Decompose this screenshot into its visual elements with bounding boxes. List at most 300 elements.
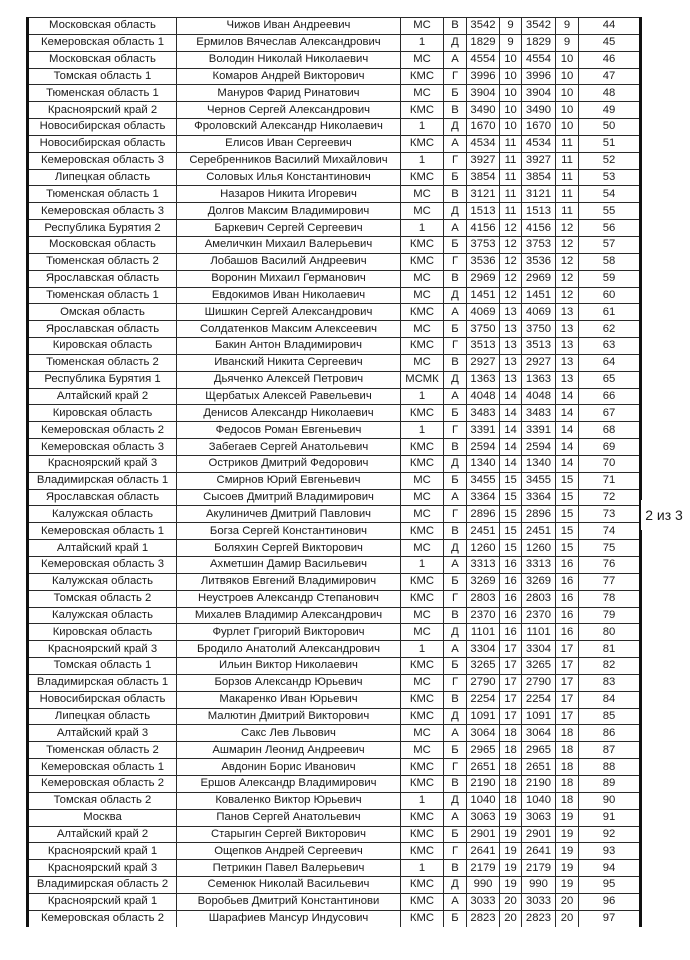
cell-total-score: 3265 <box>522 658 556 675</box>
cell-overall-group-place: 10 <box>556 119 579 136</box>
table-row <box>28 152 641 169</box>
cell-athlete-name: Фурлет Григорий Викторович <box>177 624 401 641</box>
table-row <box>28 624 641 641</box>
table-row <box>28 51 641 68</box>
cell-overall-place: 88 <box>579 759 641 776</box>
cell-group: В <box>444 607 467 624</box>
cell-athlete-name: Малютин Дмитрий Викторович <box>177 708 401 725</box>
table-row <box>28 557 641 574</box>
cell-rank: МС <box>401 51 444 68</box>
cell-group-place: 18 <box>500 792 522 809</box>
cell-overall-group-place: 12 <box>556 287 579 304</box>
cell-total-score: 4534 <box>522 135 556 152</box>
cell-overall-group-place: 20 <box>556 910 579 926</box>
cell-athlete-name: Мануров Фарид Ринатович <box>177 85 401 102</box>
cell-overall-place: 82 <box>579 658 641 675</box>
cell-score: 3265 <box>467 658 500 675</box>
cell-group-place: 14 <box>500 422 522 439</box>
cell-rank: КМС <box>401 338 444 355</box>
table-row <box>28 405 641 422</box>
cell-overall-place: 59 <box>579 270 641 287</box>
cell-overall-place: 84 <box>579 691 641 708</box>
cell-group: Г <box>444 253 467 270</box>
cell-athlete-name: Фроловский Александр Николаевич <box>177 119 401 136</box>
cell-athlete-name: Воробьев Дмитрий Константинови <box>177 893 401 910</box>
cell-total-score: 2254 <box>522 691 556 708</box>
cell-rank: КМС <box>401 253 444 270</box>
cell-region: Московская область <box>28 236 177 253</box>
cell-score: 2594 <box>467 439 500 456</box>
cell-overall-group-place: 13 <box>556 338 579 355</box>
cell-athlete-name: Литвяков Евгений Владимирович <box>177 573 401 590</box>
cell-group: А <box>444 51 467 68</box>
cell-overall-place: 52 <box>579 152 641 169</box>
cell-group: Г <box>444 338 467 355</box>
cell-overall-group-place: 14 <box>556 388 579 405</box>
cell-athlete-name: Воронин Михаил Германович <box>177 270 401 287</box>
cell-overall-group-place: 11 <box>556 152 579 169</box>
cell-region: Алтайский край 2 <box>28 388 177 405</box>
cell-overall-place: 55 <box>579 203 641 220</box>
cell-region: Липецкая область <box>28 708 177 725</box>
cell-overall-place: 87 <box>579 742 641 759</box>
cell-overall-place: 96 <box>579 893 641 910</box>
cell-overall-place: 83 <box>579 674 641 691</box>
cell-group: А <box>444 893 467 910</box>
cell-total-score: 3121 <box>522 186 556 203</box>
cell-group: А <box>444 641 467 658</box>
cell-athlete-name: Неустроев Александр Степанович <box>177 590 401 607</box>
cell-score: 2641 <box>467 843 500 860</box>
cell-score: 3269 <box>467 573 500 590</box>
cell-overall-group-place: 13 <box>556 321 579 338</box>
table-row <box>28 775 641 792</box>
table-row <box>28 338 641 355</box>
cell-group: Б <box>444 472 467 489</box>
cell-overall-group-place: 16 <box>556 590 579 607</box>
cell-group: В <box>444 439 467 456</box>
cell-rank: МС <box>401 624 444 641</box>
cell-rank: 1 <box>401 388 444 405</box>
cell-athlete-name: Старыгин Сергей Викторович <box>177 826 401 843</box>
cell-rank: МС <box>401 540 444 557</box>
cell-rank: 1 <box>401 34 444 51</box>
cell-region: Кировская область <box>28 338 177 355</box>
cell-group: Д <box>444 455 467 472</box>
cell-total-score: 3063 <box>522 809 556 826</box>
cell-region: Тюменская область 1 <box>28 85 177 102</box>
cell-overall-place: 80 <box>579 624 641 641</box>
cell-total-score: 4554 <box>522 51 556 68</box>
cell-rank: МС <box>401 85 444 102</box>
cell-rank: МС <box>401 472 444 489</box>
cell-athlete-name: Ашмарин Леонид Андреевич <box>177 742 401 759</box>
cell-overall-place: 78 <box>579 590 641 607</box>
cell-region: Республика Бурятия 2 <box>28 220 177 237</box>
cell-total-score: 3364 <box>522 489 556 506</box>
cell-group: Д <box>444 792 467 809</box>
cell-overall-group-place: 17 <box>556 708 579 725</box>
cell-group-place: 14 <box>500 388 522 405</box>
cell-overall-place: 72 <box>579 489 641 506</box>
cell-score: 3904 <box>467 85 500 102</box>
cell-overall-place: 51 <box>579 135 641 152</box>
cell-group: В <box>444 775 467 792</box>
cell-total-score: 1829 <box>522 34 556 51</box>
cell-score: 1091 <box>467 708 500 725</box>
cell-overall-group-place: 17 <box>556 658 579 675</box>
cell-group: Г <box>444 590 467 607</box>
cell-athlete-name: Комаров Андрей Викторович <box>177 68 401 85</box>
cell-rank: КМС <box>401 523 444 540</box>
cell-overall-place: 74 <box>579 523 641 540</box>
cell-total-score: 2790 <box>522 674 556 691</box>
cell-athlete-name: Ильин Виктор Николаевич <box>177 658 401 675</box>
cell-score: 2254 <box>467 691 500 708</box>
cell-rank: КМС <box>401 759 444 776</box>
table-row <box>28 354 641 371</box>
cell-group-place: 15 <box>500 523 522 540</box>
cell-rank: КМС <box>401 455 444 472</box>
cell-total-score: 1451 <box>522 287 556 304</box>
cell-overall-group-place: 13 <box>556 371 579 388</box>
cell-rank: 1 <box>401 422 444 439</box>
cell-rank: 1 <box>401 119 444 136</box>
cell-score: 2896 <box>467 506 500 523</box>
cell-region: Красноярский край 3 <box>28 860 177 877</box>
cell-overall-group-place: 18 <box>556 742 579 759</box>
table-row <box>28 658 641 675</box>
cell-group: Г <box>444 68 467 85</box>
cell-group-place: 12 <box>500 236 522 253</box>
cell-athlete-name: Шишкин Сергей Александрович <box>177 304 401 321</box>
cell-group: Д <box>444 371 467 388</box>
cell-overall-place: 57 <box>579 236 641 253</box>
cell-overall-group-place: 14 <box>556 439 579 456</box>
cell-group: В <box>444 691 467 708</box>
cell-overall-group-place: 15 <box>556 523 579 540</box>
cell-overall-place: 81 <box>579 641 641 658</box>
cell-group-place: 16 <box>500 624 522 641</box>
cell-overall-group-place: 10 <box>556 102 579 119</box>
cell-total-score: 3927 <box>522 152 556 169</box>
cell-athlete-name: Назаров Никита Игоревич <box>177 186 401 203</box>
cell-group: Д <box>444 624 467 641</box>
cell-score: 1040 <box>467 792 500 809</box>
cell-rank: КМС <box>401 826 444 843</box>
cell-group: А <box>444 809 467 826</box>
cell-total-score: 1363 <box>522 371 556 388</box>
cell-overall-group-place: 14 <box>556 422 579 439</box>
cell-athlete-name: Федосов Роман Евгеньевич <box>177 422 401 439</box>
cell-group: В <box>444 270 467 287</box>
results-table <box>26 17 642 927</box>
cell-score: 2969 <box>467 270 500 287</box>
cell-score: 3313 <box>467 557 500 574</box>
table-row <box>28 287 641 304</box>
cell-score: 2370 <box>467 607 500 624</box>
cell-athlete-name: Ершов Александр Владимирович <box>177 775 401 792</box>
cell-total-score: 3753 <box>522 236 556 253</box>
cell-region: Кемеровская область 3 <box>28 439 177 456</box>
table-row <box>28 893 641 910</box>
cell-overall-place: 54 <box>579 186 641 203</box>
cell-total-score: 3391 <box>522 422 556 439</box>
cell-overall-place: 47 <box>579 68 641 85</box>
cell-region: Кемеровская область 2 <box>28 775 177 792</box>
cell-group: Б <box>444 658 467 675</box>
cell-region: Тюменская область 2 <box>28 354 177 371</box>
table-row <box>28 169 641 186</box>
cell-athlete-name: Лобашов Василий Андреевич <box>177 253 401 270</box>
cell-score: 3536 <box>467 253 500 270</box>
cell-region: Томская область 1 <box>28 68 177 85</box>
cell-rank: МС <box>401 506 444 523</box>
cell-overall-group-place: 9 <box>556 34 579 51</box>
cell-score: 2901 <box>467 826 500 843</box>
cell-rank: 1 <box>401 641 444 658</box>
cell-score: 1363 <box>467 371 500 388</box>
cell-overall-group-place: 19 <box>556 826 579 843</box>
cell-total-score: 3490 <box>522 102 556 119</box>
table-row <box>28 759 641 776</box>
cell-athlete-name: Забегаев Сергей Анатольевич <box>177 439 401 456</box>
cell-total-score: 2823 <box>522 910 556 926</box>
cell-score: 3304 <box>467 641 500 658</box>
cell-total-score: 2896 <box>522 506 556 523</box>
table-row <box>28 742 641 759</box>
cell-total-score: 3033 <box>522 893 556 910</box>
cell-total-score: 3513 <box>522 338 556 355</box>
cell-rank: МС <box>401 203 444 220</box>
cell-overall-place: 69 <box>579 439 641 456</box>
cell-group-place: 14 <box>500 439 522 456</box>
cell-group-place: 16 <box>500 557 522 574</box>
cell-rank: КМС <box>401 573 444 590</box>
cell-group: Д <box>444 203 467 220</box>
cell-group-place: 12 <box>500 270 522 287</box>
cell-group: Б <box>444 826 467 843</box>
cell-group-place: 11 <box>500 152 522 169</box>
cell-overall-group-place: 11 <box>556 169 579 186</box>
cell-overall-place: 86 <box>579 725 641 742</box>
table-row <box>28 253 641 270</box>
cell-rank: 1 <box>401 220 444 237</box>
cell-group-place: 15 <box>500 540 522 557</box>
cell-overall-place: 64 <box>579 354 641 371</box>
cell-score: 2451 <box>467 523 500 540</box>
cell-total-score: 3455 <box>522 472 556 489</box>
cell-group: А <box>444 725 467 742</box>
cell-athlete-name: Долгов Максим Владимирович <box>177 203 401 220</box>
cell-region: Москва <box>28 809 177 826</box>
cell-athlete-name: Чижов Иван Андреевич <box>177 18 401 35</box>
table-row <box>28 573 641 590</box>
cell-total-score: 3996 <box>522 68 556 85</box>
cell-total-score: 1340 <box>522 455 556 472</box>
cell-overall-place: 77 <box>579 573 641 590</box>
cell-overall-place: 85 <box>579 708 641 725</box>
cell-overall-place: 66 <box>579 388 641 405</box>
cell-overall-place: 92 <box>579 826 641 843</box>
cell-group: Д <box>444 877 467 894</box>
cell-total-score: 1101 <box>522 624 556 641</box>
table-row <box>28 304 641 321</box>
cell-overall-place: 50 <box>579 119 641 136</box>
cell-group-place: 18 <box>500 742 522 759</box>
cell-score: 1260 <box>467 540 500 557</box>
cell-region: Новосибирская область <box>28 135 177 152</box>
cell-athlete-name: Семенюк Николай Васильевич <box>177 877 401 894</box>
cell-athlete-name: Евдокимов Иван Николаевич <box>177 287 401 304</box>
cell-rank: КМС <box>401 775 444 792</box>
cell-overall-place: 45 <box>579 34 641 51</box>
cell-total-score: 2927 <box>522 354 556 371</box>
cell-overall-place: 95 <box>579 877 641 894</box>
cell-total-score: 2179 <box>522 860 556 877</box>
cell-group: Д <box>444 34 467 51</box>
cell-total-score: 2969 <box>522 270 556 287</box>
cell-athlete-name: Михалев Владимир Александрович <box>177 607 401 624</box>
cell-group-place: 13 <box>500 371 522 388</box>
cell-region: Ярославская область <box>28 489 177 506</box>
table-row <box>28 910 641 926</box>
cell-overall-place: 58 <box>579 253 641 270</box>
table-row <box>28 18 641 35</box>
cell-group-place: 12 <box>500 220 522 237</box>
cell-group-place: 17 <box>500 674 522 691</box>
cell-score: 3483 <box>467 405 500 422</box>
table-row <box>28 68 641 85</box>
cell-overall-place: 67 <box>579 405 641 422</box>
cell-overall-group-place: 17 <box>556 691 579 708</box>
cell-rank: 1 <box>401 557 444 574</box>
cell-group-place: 11 <box>500 135 522 152</box>
cell-total-score: 3854 <box>522 169 556 186</box>
cell-athlete-name: Бродило Анатолий Александрович <box>177 641 401 658</box>
cell-group: В <box>444 18 467 35</box>
cell-athlete-name: Сакс Лев Львович <box>177 725 401 742</box>
cell-group-place: 14 <box>500 405 522 422</box>
cell-group: Б <box>444 910 467 926</box>
cell-overall-group-place: 10 <box>556 68 579 85</box>
table-row <box>28 540 641 557</box>
cell-rank: КМС <box>401 877 444 894</box>
cell-region: Калужская область <box>28 573 177 590</box>
cell-score: 4534 <box>467 135 500 152</box>
cell-group-place: 10 <box>500 119 522 136</box>
cell-region: Омская область <box>28 304 177 321</box>
table-row <box>28 270 641 287</box>
cell-group-place: 9 <box>500 18 522 35</box>
cell-overall-group-place: 11 <box>556 186 579 203</box>
cell-group-place: 18 <box>500 759 522 776</box>
cell-score: 2651 <box>467 759 500 776</box>
cell-score: 1513 <box>467 203 500 220</box>
cell-region: Новосибирская область <box>28 119 177 136</box>
cell-region: Липецкая область <box>28 169 177 186</box>
cell-group: В <box>444 186 467 203</box>
cell-athlete-name: Богза Сергей Константинович <box>177 523 401 540</box>
cell-overall-place: 75 <box>579 540 641 557</box>
cell-overall-group-place: 15 <box>556 489 579 506</box>
cell-region: Кировская область <box>28 405 177 422</box>
cell-athlete-name: Ахметшин Дамир Васильевич <box>177 557 401 574</box>
cell-group-place: 9 <box>500 34 522 51</box>
cell-score: 3033 <box>467 893 500 910</box>
cell-athlete-name: Макаренко Иван Юрьевич <box>177 691 401 708</box>
cell-overall-place: 68 <box>579 422 641 439</box>
cell-group: А <box>444 489 467 506</box>
cell-overall-group-place: 12 <box>556 253 579 270</box>
cell-group: Д <box>444 287 467 304</box>
cell-overall-group-place: 15 <box>556 506 579 523</box>
table-row <box>28 725 641 742</box>
cell-score: 4048 <box>467 388 500 405</box>
cell-score: 4069 <box>467 304 500 321</box>
cell-athlete-name: Солдатенков Максим Алексеевич <box>177 321 401 338</box>
cell-group: А <box>444 388 467 405</box>
cell-overall-place: 48 <box>579 85 641 102</box>
cell-group-place: 14 <box>500 455 522 472</box>
table-row <box>28 371 641 388</box>
cell-region: Калужская область <box>28 607 177 624</box>
cell-score: 2965 <box>467 742 500 759</box>
cell-region: Республика Бурятия 1 <box>28 371 177 388</box>
cell-rank: КМС <box>401 809 444 826</box>
cell-athlete-name: Щербатых Алексей Равельевич <box>177 388 401 405</box>
cell-total-score: 4156 <box>522 220 556 237</box>
cell-region: Кемеровская область 3 <box>28 152 177 169</box>
cell-group: Г <box>444 843 467 860</box>
cell-score: 3996 <box>467 68 500 85</box>
cell-total-score: 2803 <box>522 590 556 607</box>
cell-group-place: 19 <box>500 877 522 894</box>
cell-rank: МС <box>401 674 444 691</box>
cell-total-score: 2594 <box>522 439 556 456</box>
cell-overall-place: 63 <box>579 338 641 355</box>
table-row <box>28 422 641 439</box>
cell-rank: 1 <box>401 860 444 877</box>
cell-group-place: 15 <box>500 506 522 523</box>
page-indicator: 2 из 3 <box>641 500 687 530</box>
cell-total-score: 2965 <box>522 742 556 759</box>
cell-athlete-name: Баркевич Сергей Сергеевич <box>177 220 401 237</box>
cell-rank: КМС <box>401 893 444 910</box>
cell-athlete-name: Панов Сергей Анатольевич <box>177 809 401 826</box>
cell-athlete-name: Коваленко Виктор Юрьевич <box>177 792 401 809</box>
cell-group: Б <box>444 321 467 338</box>
cell-total-score: 1670 <box>522 119 556 136</box>
cell-athlete-name: Петрикин Павел Валерьевич <box>177 860 401 877</box>
cell-group-place: 13 <box>500 354 522 371</box>
cell-overall-place: 79 <box>579 607 641 624</box>
cell-total-score: 2651 <box>522 759 556 776</box>
cell-rank: МС <box>401 186 444 203</box>
cell-score: 3490 <box>467 102 500 119</box>
table-row <box>28 792 641 809</box>
cell-group-place: 18 <box>500 775 522 792</box>
cell-rank: МС <box>401 321 444 338</box>
cell-group-place: 15 <box>500 489 522 506</box>
cell-overall-place: 93 <box>579 843 641 860</box>
cell-region: Владимирская область 2 <box>28 877 177 894</box>
table-row <box>28 102 641 119</box>
cell-group-place: 20 <box>500 893 522 910</box>
cell-overall-group-place: 16 <box>556 624 579 641</box>
cell-total-score: 2451 <box>522 523 556 540</box>
table-row <box>28 472 641 489</box>
